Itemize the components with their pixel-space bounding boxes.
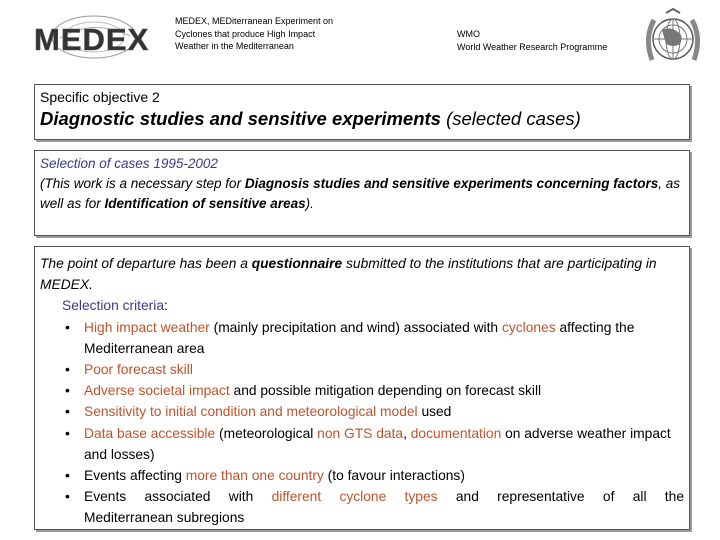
highlight-text: documentation	[410, 425, 502, 441]
intro-bold-text: questionnaire	[251, 256, 343, 271]
item-text: and representative of all the	[437, 489, 684, 505]
list-item	[62, 317, 684, 359]
objective-title	[40, 108, 684, 130]
selection-bold-text: Diagnosis studies and sensitive experiments concerning factors	[244, 176, 659, 191]
intro-text: submitted to the institutions that are participating in MEDEX.	[40, 256, 657, 293]
highlight-text: cyclones	[501, 319, 556, 335]
header-left-text	[175, 15, 375, 53]
item-text: affecting the Mediterranean area	[84, 319, 635, 356]
list-item	[62, 380, 684, 401]
wmo-emblem-icon	[640, 8, 706, 70]
highlight-text: different cyclone types	[271, 489, 438, 505]
selection-bold-text: Identification of sensitive areas	[104, 196, 306, 211]
selection-heading: Selection of cases 1995-2002	[40, 156, 218, 171]
highlight-text: more than one country	[185, 468, 324, 484]
item-text: and possible mitigation depending on forecast skill	[229, 383, 542, 399]
item-text: Events associated with	[84, 489, 272, 505]
criteria-label	[40, 295, 684, 316]
item-text: Mediterranean subregions	[84, 510, 245, 526]
criteria-colon: :	[164, 298, 168, 314]
selection-text: , as well as for	[40, 176, 680, 211]
list-item	[62, 359, 684, 380]
list-item	[62, 423, 684, 465]
objective-label: Specific objective 2	[40, 89, 160, 105]
list-item	[62, 486, 684, 528]
criteria-list	[40, 317, 684, 529]
item-text: Events affecting	[84, 468, 186, 484]
departure-intro	[40, 253, 684, 295]
list-item	[62, 401, 684, 422]
highlight-text: non GTS data	[317, 425, 404, 441]
medex-logo-text: MEDEX	[34, 22, 150, 57]
item-text: (mainly precipitation and wind) associated with	[209, 319, 502, 335]
criteria-label-text: Selection criteria	[62, 298, 164, 314]
item-text: ,	[403, 425, 411, 441]
header-left-line: Weather in the Mediterranean	[175, 41, 294, 51]
header-left-line: MEDEX, MEDiterranean Experiment on	[175, 16, 334, 26]
header-right-line: WMO	[457, 29, 480, 39]
medex-logo	[30, 14, 168, 60]
item-text: (meteorological	[215, 425, 318, 441]
highlight-text: Adverse societal impact	[84, 383, 230, 399]
objective-title-bold: Diagnostic studies and sensitive experiments	[40, 108, 441, 129]
highlight-text: Sensitivity to initial condition and meteorological model	[84, 404, 418, 420]
selection-box	[34, 150, 690, 236]
selection-paragraph	[40, 174, 684, 214]
header-right-text	[457, 28, 647, 53]
item-text: used	[417, 404, 452, 420]
header-left-line: Cyclones that produce High Impact	[175, 28, 316, 39]
highlight-text: Data base accessible	[84, 425, 216, 441]
header-right-line: World Weather Research Programme	[457, 41, 608, 52]
justified-line	[84, 486, 684, 507]
highlight-text: Poor forecast skill	[84, 362, 193, 378]
departure-box	[34, 246, 690, 530]
objective-box	[34, 84, 690, 140]
selection-text: ).	[305, 196, 314, 211]
selection-text: (This work is a necessary step for	[40, 176, 245, 191]
highlight-text: High impact weather	[84, 319, 210, 335]
item-text: (to favour interactions)	[323, 468, 465, 484]
intro-text: The point of departure has been a	[40, 256, 252, 271]
list-item	[62, 465, 684, 486]
objective-title-rest: (selected cases)	[440, 108, 581, 129]
item-text: on adverse weather impact and losses)	[84, 425, 671, 462]
